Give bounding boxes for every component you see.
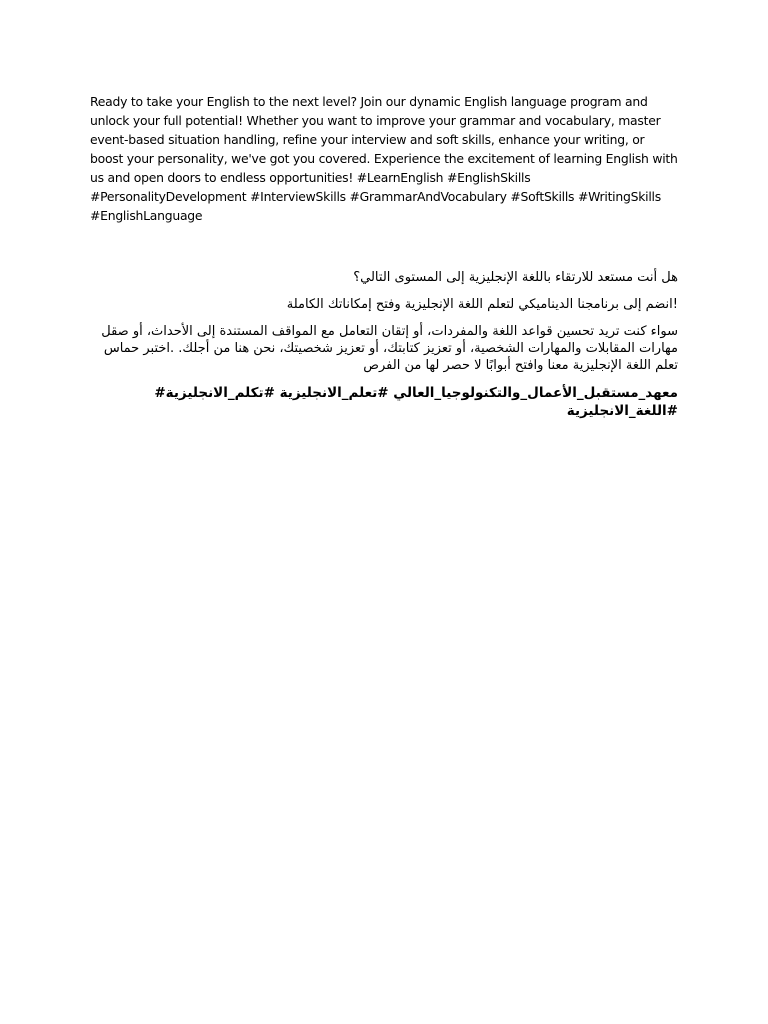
arabic-paragraph: سواء كنت تريد تحسين قواعد اللغة والمفردات، أو إتقان التعامل مع المواقف المستندة إلى الأحداث، أو صقل مهارات المقابلات والمهارات الشخصية، أو تعزيز كتابتك، أو تعزيز شخصيتك، نحن هنا من أجلك. .اختبر حماس تعلم اللغة الإنجليزية معنا وافتح أبوابًا لا حصر لها من الفرص: [101, 324, 678, 373]
arabic-question: هل أنت مستعد للارتقاء باللغة الإنجليزية إلى المستوى التالي؟: [353, 270, 678, 285]
english-paragraph: Ready to take your English to the next level? Join our dynamic English language program and unlock your full potential! Whether you want to improve your grammar and vocabulary, master event-based situation handling, refine your interview and soft skills, enhance your writing, or boost your personality, we've got you covered. Experience the excitement of learning English with us and open doors to endless opportunities! #LearnEnglish #EnglishSkills #PersonalityDevelopment #InterviewSkills #GrammarAndVocabulary #SoftSkills #WritingSkills #EnglishLanguage: [90, 94, 678, 223]
arabic-invite: !انضم إلى برنامجنا الديناميكي لتعلم اللغة الإنجليزية وفتح إمكاناتك الكاملة: [286, 297, 678, 312]
arabic-hashtags: معهد_مستقبل_الأعمال_والتكنولوجيا_العالي #تعلم_الانجليزية #تكلم_الانجليزية# #اللغة_الانجليزية: [154, 385, 678, 419]
arabic-section: [90, 269, 678, 420]
document-body: [90, 92, 678, 420]
